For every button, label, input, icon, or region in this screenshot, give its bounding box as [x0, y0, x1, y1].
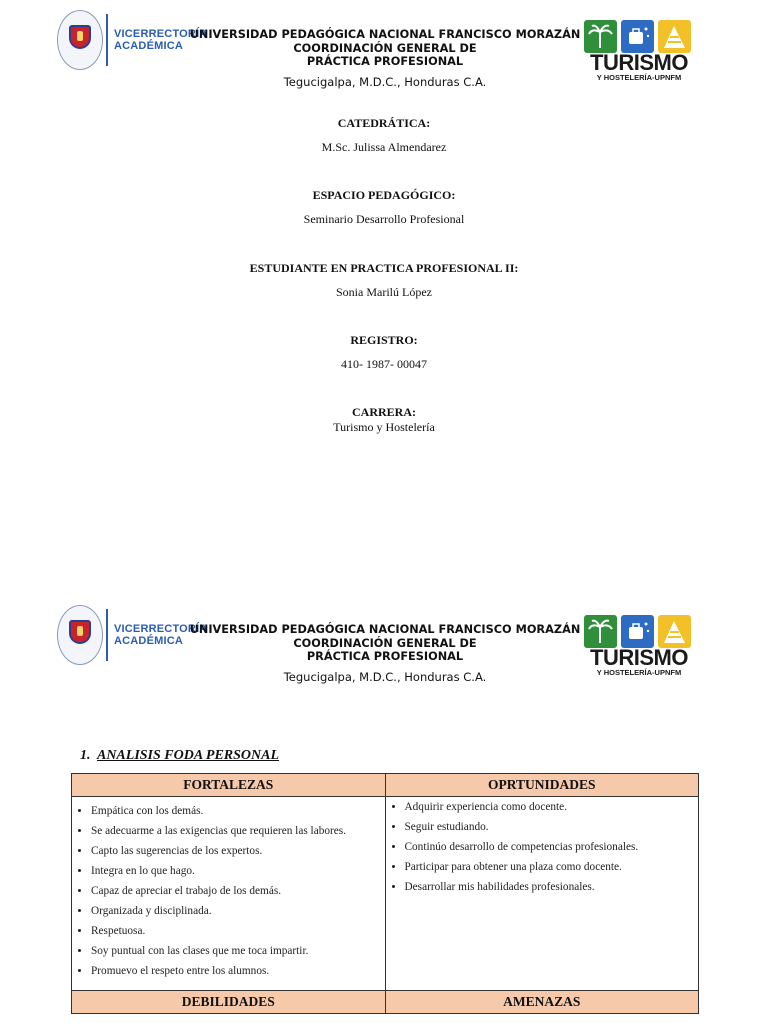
list-item: • Se adecuarme a las exigencias que requieren las labores.	[91, 821, 385, 841]
list-item: • Seguir estudiando.	[405, 817, 699, 837]
turismo-logo-icon	[584, 20, 692, 54]
list-item: • Capto las sugerencias de los expertos.	[91, 841, 385, 861]
university-title: UNIVERSIDAD PEDAGÓGICA NACIONAL FRANCISCO MORAZÁN COORDINACIÓN GENERAL DE PRÁCTICA PROFESIONAL	[189, 28, 581, 68]
list-item: • Soy puntual con las clases que me toca impartir.	[91, 941, 385, 961]
teacher-label: CATEDRÁTICA:	[337, 116, 431, 130]
career-label: CARRERA:	[352, 405, 416, 419]
weaknesses-header: DEBILIDADES	[72, 991, 386, 1014]
turismo-logo-icon	[584, 615, 692, 649]
list-item: • Empática con los demás.	[91, 801, 385, 821]
university-title: UNIVERSIDAD PEDAGÓGICA NACIONAL FRANCISCO MORAZÁN COORDINACIÓN GENERAL DE PRÁCTICA PROFESIONAL	[189, 623, 581, 663]
header-divider	[106, 14, 108, 66]
list-item: • Promuevo el respeto entre los alumnos.	[91, 961, 385, 981]
strengths-header: FORTALEZAS	[72, 774, 386, 797]
student-label: ESTUDIANTE EN PRACTICA PROFESIONAL II:	[249, 261, 519, 275]
page1-header	[0, 0, 768, 89]
threats-header: AMENAZAS	[385, 991, 699, 1014]
list-item: • Respetuosa.	[91, 921, 385, 941]
header-city: Tegucigalpa, M.D.C., Honduras C.A.	[283, 75, 487, 89]
logo-subtitle-text: Y HOSTELERÍA-UPNFM	[596, 73, 682, 82]
registry-value: 410- 1987- 00047	[341, 357, 427, 371]
list-item: • Organizada y disciplinada.	[91, 901, 385, 921]
list-item: • Desarrollar mis habilidades profesionales.	[405, 877, 699, 897]
list-item: • Capaz de apreciar el trabajo de los demás.	[91, 881, 385, 901]
logo-turismo-text: TURISMO	[590, 645, 688, 670]
opportunities-header: OPRTUNIDADES	[385, 774, 699, 797]
vice-rectory-label: VICERRECTORÍA ACADÉMICA	[114, 623, 208, 647]
university-seal-icon	[57, 605, 103, 665]
logo-turismo-text: TURISMO	[590, 50, 688, 75]
foda-section-title: 1. ANALISIS FODA PERSONAL	[80, 748, 280, 763]
foda-table	[71, 773, 699, 1014]
logo-subtitle-text: Y HOSTELERÍA-UPNFM	[596, 668, 682, 677]
list-item: • Integra en lo que hago.	[91, 861, 385, 881]
list-item: • Continúo desarrollo de competencias profesionales.	[405, 837, 699, 857]
student-value: Sonia Marilú López	[336, 285, 432, 299]
opportunities-list	[386, 797, 699, 897]
teacher-value: M.Sc. Julissa Almendarez	[321, 140, 447, 154]
space-label: ESPACIO PEDAGÓGICO:	[312, 188, 456, 202]
list-item: • Participar para obtener una plaza como docente.	[405, 857, 699, 877]
strengths-list	[72, 797, 385, 981]
vice-rectory-label: VICERRECTORÍA ACADÉMICA	[114, 28, 208, 52]
career-value: Turismo y Hostelería	[333, 420, 435, 434]
space-value: Seminario Desarrollo Profesional	[303, 212, 465, 226]
opportunities-cell	[385, 797, 699, 991]
list-item: • Adquirir experiencia como docente.	[405, 797, 699, 817]
strengths-cell	[72, 797, 386, 991]
header-city: Tegucigalpa, M.D.C., Honduras C.A.	[283, 670, 487, 684]
page2-header	[0, 595, 768, 684]
header-divider	[106, 609, 108, 661]
university-seal-icon	[57, 10, 103, 70]
registry-label: REGISTRO:	[350, 333, 418, 347]
